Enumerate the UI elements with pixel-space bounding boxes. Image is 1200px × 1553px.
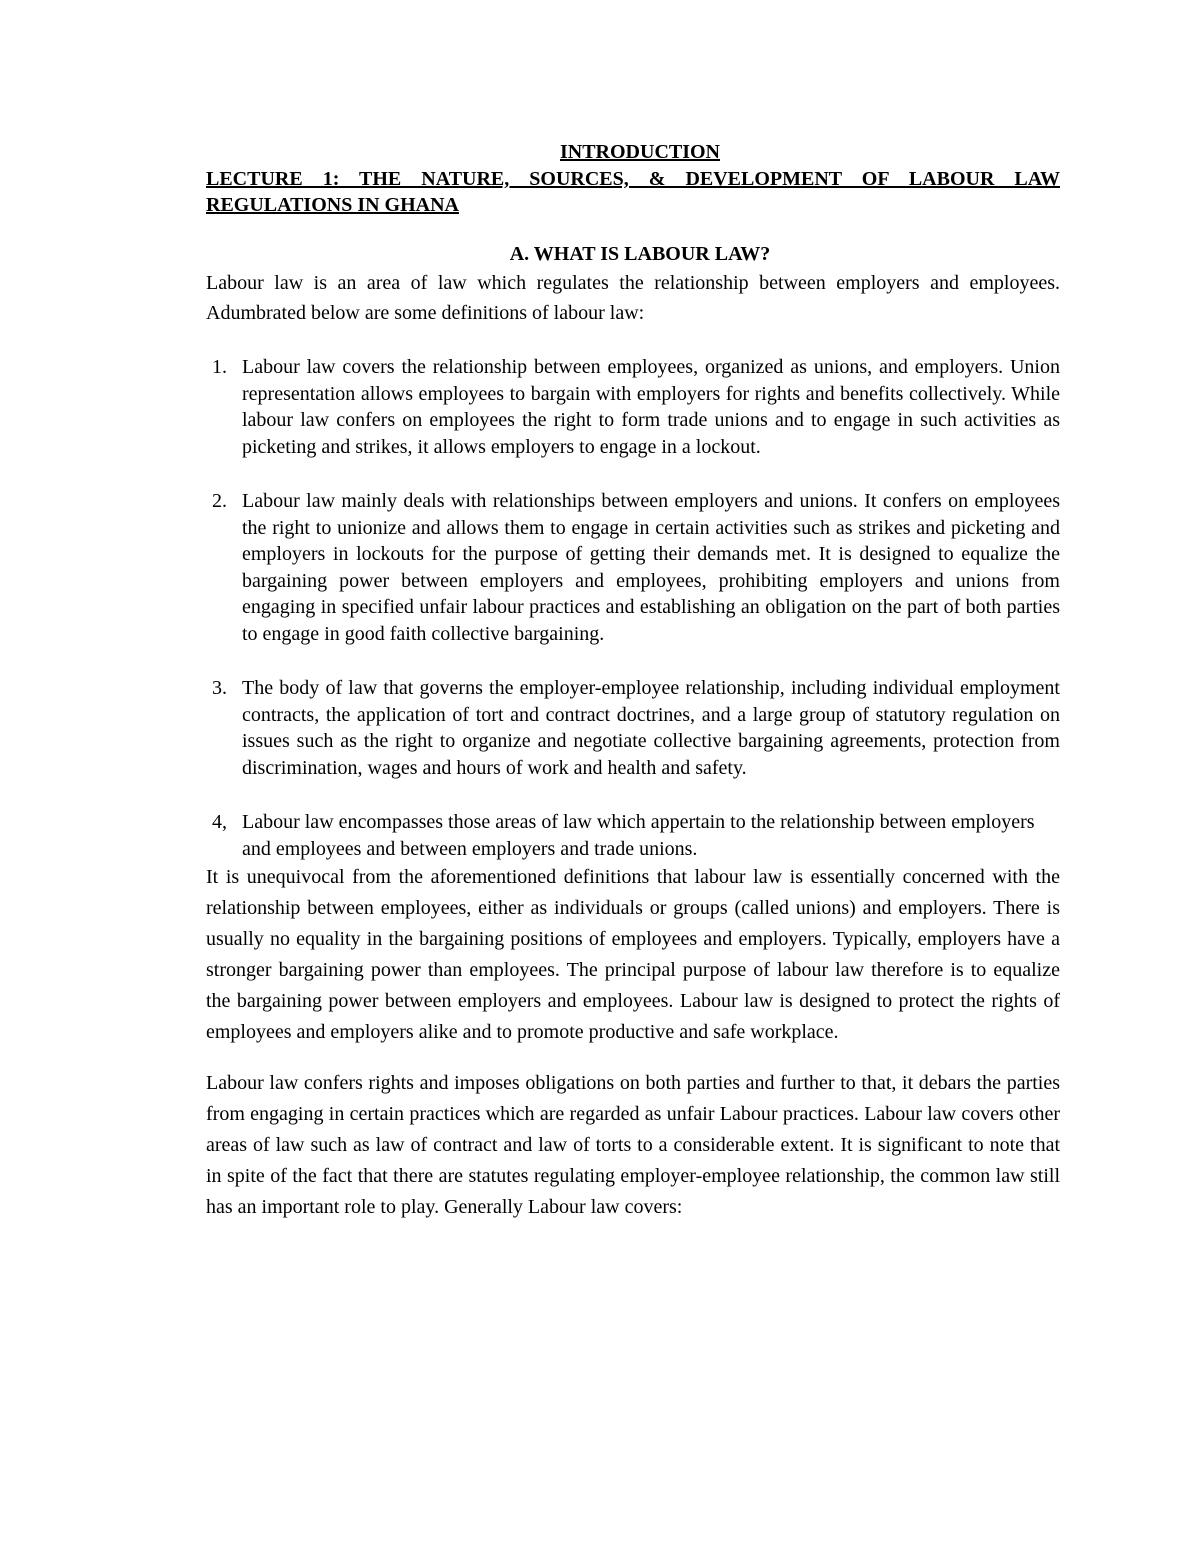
document-title: INTRODUCTION [559, 141, 721, 163]
body-paragraph-1: It is unequivocal from the aforementioned definitions that labour law is essentially concerned with the relationship between employees, either as individuals or groups (called unions) and employers. There is usually no equality in the bargaining positions of employees and employers. Typically, employers have a stronger bargaining power than employees. The principal purpose of labour law therefore is to equalize the bargaining power between employers and employees. Labour law is designed to protect the rights of employees and employers alike and to promote productive and safe workplace. [206, 866, 1060, 1043]
definition-text: Labour law mainly deals with relationships between employers and unions. It confers on employees the right to unionize and allows them to engage in certain activities such as strikes and picketing and employers in lockouts for the purpose of getting their demands met. It is designed to equalize the bargaining power between employers and employees, prohibiting employers and unions from engaging in specified unfair labour practices and establishing an obligation on the part of both parties to engage in good faith collective bargaining. [242, 490, 1060, 645]
definition-number: 1. [212, 356, 227, 378]
definition-item [206, 488, 1060, 647]
definition-item [206, 675, 1060, 781]
document-page [206, 138, 1060, 1223]
definition-item [206, 354, 1060, 460]
definition-text: Labour law encompasses those areas of law which appertain to the relationship between employers and employees and between employers and trade unions. [242, 811, 1035, 860]
lecture-subtitle: LECTURE 1: THE NATURE, SOURCES, & DEVELOPMENT OF LABOUR LAW REGULATIONS IN GHANA [206, 168, 1060, 216]
paragraph-spacer [206, 1048, 1060, 1068]
definition-text: The body of law that governs the employer-employee relationship, including individual employment contracts, the application of tort and contract doctrines, and a large group of statutory regulation on issues such as the right to organize and negotiate collective bargaining agreements, protection from discrimination, wages and hours of work and health and safety. [242, 677, 1060, 779]
definition-text: Labour law covers the relationship between employees, organized as unions, and employers. Union representation allows employees to bargain with employers for rights and benefits collectively. While labour law confers on employees the right to form trade unions and to engage in such activities as picketing and strikes, it allows employers to engage in a lockout. [242, 356, 1060, 458]
section-heading: A. WHAT IS LABOUR LAW? [509, 243, 771, 265]
definition-number: 2. [212, 490, 227, 512]
definition-item [206, 809, 1060, 862]
definition-number: 3. [212, 677, 227, 699]
definitions-list [206, 354, 1060, 862]
body-paragraph-2: Labour law confers rights and imposes obligations on both parties and further to that, it debars the parties from engaging in certain practices which are regarded as unfair Labour practices. Labour law covers other areas of law such as law of contract and law of torts to a considerable extent. It is significant to note that in spite of the fact that there are statutes regulating employer-employee relationship, the common law still has an important role to play. Generally Labour law covers: [206, 1072, 1060, 1218]
intro-paragraph: Labour law is an area of law which regulates the relationship between employers and employees. Adumbrated below are some definitions of labour law: [206, 272, 1060, 324]
definition-number: 4, [212, 811, 227, 833]
